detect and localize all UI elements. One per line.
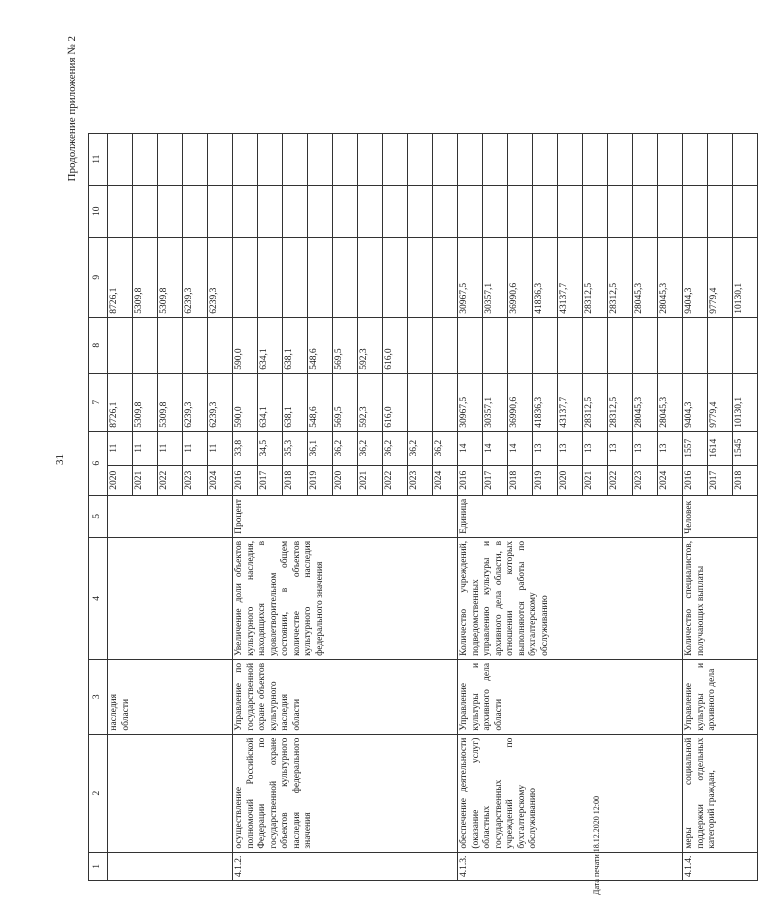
cell-c9 [433, 237, 458, 317]
cell-c7: 36990,6 [508, 373, 533, 431]
cell-c10 [383, 185, 408, 237]
cell-c6: 36,1 [308, 431, 333, 465]
cell-c6: 13 [608, 431, 633, 465]
cell-c8 [558, 317, 583, 373]
cell-c11 [483, 133, 508, 185]
cell-c11 [733, 133, 758, 185]
cell-c9: 8726,1 [108, 237, 133, 317]
cell-c8 [458, 317, 483, 373]
cell-c10 [108, 185, 133, 237]
cell-c6: 36,2 [433, 431, 458, 465]
cell-c11 [583, 133, 608, 185]
cell-c6: 13 [583, 431, 608, 465]
cell-c9: 28045,3 [658, 237, 683, 317]
column-header-6: 6 [89, 431, 108, 495]
cell-c10 [683, 185, 708, 237]
cell-year: 2017 [258, 465, 283, 495]
cell-year: 2022 [158, 465, 183, 495]
cell-c9 [358, 237, 383, 317]
cell-c9: 36990,6 [508, 237, 533, 317]
cell-c7: 638,1 [283, 373, 308, 431]
table-row [233, 133, 258, 880]
cell-unit: Человек [683, 495, 758, 537]
page-number: 31 [54, 454, 66, 465]
cell-c10 [183, 185, 208, 237]
cell-c6: 11 [183, 431, 208, 465]
cell-c9 [258, 237, 283, 317]
cell-c8 [608, 317, 633, 373]
cell-c6: 1545 [733, 431, 758, 465]
cell-c11 [633, 133, 658, 185]
cell-c7: 10130,1 [733, 373, 758, 431]
cell-c10 [458, 185, 483, 237]
cell-c8 [183, 317, 208, 373]
cell-c9: 10130,1 [733, 237, 758, 317]
cell-c6: 13 [533, 431, 558, 465]
continuation-label: Продолжение приложения № 2 [66, 36, 78, 182]
cell-c6: 11 [108, 431, 133, 465]
column-header-8: 8 [89, 317, 108, 373]
column-header-5: 5 [89, 495, 108, 537]
cell-name: осуществление полномочий Российской Федерации по государственной охране объектов культурного наследия федерального значения [233, 734, 458, 852]
table-row [683, 133, 708, 880]
cell-c8 [208, 317, 233, 373]
cell-year: 2017 [708, 465, 733, 495]
cell-c11 [383, 133, 408, 185]
cell-c7: 30967,5 [458, 373, 483, 431]
cell-year: 2018 [283, 465, 308, 495]
cell-c9: 30357,1 [483, 237, 508, 317]
cell-year: 2023 [408, 465, 433, 495]
cell-c7: 9404,3 [683, 373, 708, 431]
cell-c11 [683, 133, 708, 185]
cell-year: 2024 [208, 465, 233, 495]
cell-c9: 41836,3 [533, 237, 558, 317]
cell-c7: 5309,8 [133, 373, 158, 431]
cell-c10 [633, 185, 658, 237]
cell-c9: 30967,5 [458, 237, 483, 317]
cell-c6: 36,2 [358, 431, 383, 465]
cell-c9: 5309,8 [133, 237, 158, 317]
cell-c6: 35,3 [283, 431, 308, 465]
cell-c6: 1614 [708, 431, 733, 465]
cell-c11 [533, 133, 558, 185]
cell-executor: Управление по государственной охране объектов культурного наследия области [233, 659, 458, 734]
cell-num: 4.1.4. [683, 852, 758, 880]
cell-c11 [133, 133, 158, 185]
cell-c10 [283, 185, 308, 237]
cell-c6: 14 [508, 431, 533, 465]
cell-c6: 11 [133, 431, 158, 465]
cell-c11 [558, 133, 583, 185]
cell-year: 2019 [533, 465, 558, 495]
cell-c6: 36,2 [333, 431, 358, 465]
cell-c7: 569,5 [333, 373, 358, 431]
cell-c8: 634,1 [258, 317, 283, 373]
cell-year: 2022 [383, 465, 408, 495]
cell-c8 [508, 317, 533, 373]
cell-year: 2020 [108, 465, 133, 495]
cell-c8 [108, 317, 133, 373]
cell-c11 [333, 133, 358, 185]
cell-c11 [458, 133, 483, 185]
cell-c7: 43137,7 [558, 373, 583, 431]
cell-c11 [158, 133, 183, 185]
cell-c9 [408, 237, 433, 317]
cell-year: 2023 [633, 465, 658, 495]
cell-c7 [433, 373, 458, 431]
cell-c8 [133, 317, 158, 373]
print-date: Дата печати 18.12.2020 12:00 [592, 796, 601, 895]
cell-c7: 592,3 [358, 373, 383, 431]
cell-c11 [258, 133, 283, 185]
cell-c9 [233, 237, 258, 317]
cell-c8 [708, 317, 733, 373]
cell-c8 [733, 317, 758, 373]
cell-c10 [433, 185, 458, 237]
cell-c10 [658, 185, 683, 237]
column-header-4: 4 [89, 537, 108, 659]
cell-c8 [683, 317, 708, 373]
cell-c7: 634,1 [258, 373, 283, 431]
cell-unit: Единица [458, 495, 683, 537]
cell-year: 2016 [233, 465, 258, 495]
cell-c10 [333, 185, 358, 237]
cell-indicator: Увеличение доли объектов культурного наследия, находящихся в удовлетворительном состоянии, в общем количестве объектов культурного наследия федерального значения [233, 537, 458, 659]
appendix-table [88, 133, 758, 881]
cell-c8 [158, 317, 183, 373]
cell-c7: 8726,1 [108, 373, 133, 431]
cell-c11 [708, 133, 733, 185]
cell-num: 4.1.2. [233, 852, 458, 880]
cell-c11 [658, 133, 683, 185]
cell-c8 [658, 317, 683, 373]
cell-c9: 9404,3 [683, 237, 708, 317]
cell-indicator: Количество учреждений, подведомственных управлению культуры и архивного дела области, в отношении которых выполняются работы по бухгалтерскому обслуживанию [458, 537, 683, 659]
cell-c10 [233, 185, 258, 237]
cell-c7: 9779,4 [708, 373, 733, 431]
cell-c8: 548,6 [308, 317, 333, 373]
cell-c6: 1557 [683, 431, 708, 465]
column-header-2: 2 [89, 734, 108, 852]
cell-c7: 28045,3 [658, 373, 683, 431]
table-row [458, 133, 483, 880]
cell-c6: 34,5 [258, 431, 283, 465]
cell-year: 2024 [658, 465, 683, 495]
cell-c11 [108, 133, 133, 185]
cell-c10 [133, 185, 158, 237]
cell-c7: 30357,1 [483, 373, 508, 431]
cell-c9 [333, 237, 358, 317]
cell-c11 [308, 133, 333, 185]
cell-c11 [408, 133, 433, 185]
cell-c9: 5309,8 [158, 237, 183, 317]
cell-c10 [258, 185, 283, 237]
cell-c6: 13 [558, 431, 583, 465]
cell-c9 [308, 237, 333, 317]
cell-year: 2017 [483, 465, 508, 495]
cell-c11 [358, 133, 383, 185]
cell-c11 [508, 133, 533, 185]
cell-c11 [283, 133, 308, 185]
cell-unit: Процент [233, 495, 458, 537]
cell-year: 2020 [558, 465, 583, 495]
cell-c6: 11 [208, 431, 233, 465]
cell-c8: 638,1 [283, 317, 308, 373]
cell-num: 4.1.3. [458, 852, 683, 880]
cell-year: 2019 [308, 465, 333, 495]
cell-year: 2018 [733, 465, 758, 495]
cell-c11 [233, 133, 258, 185]
cell-c6: 14 [458, 431, 483, 465]
cell-unit [108, 495, 233, 537]
cell-c8 [433, 317, 458, 373]
cell-c8 [408, 317, 433, 373]
cell-c10 [308, 185, 333, 237]
header-row [89, 133, 108, 880]
cell-c6: 13 [633, 431, 658, 465]
cell-c8: 592,3 [358, 317, 383, 373]
cell-c6: 14 [483, 431, 508, 465]
cell-c7: 6239,3 [183, 373, 208, 431]
cell-year: 2016 [458, 465, 483, 495]
cell-year: 2016 [683, 465, 708, 495]
cell-c10 [583, 185, 608, 237]
column-header-1: 1 [89, 852, 108, 880]
cell-c9: 6239,3 [208, 237, 233, 317]
cell-c6: 33,8 [233, 431, 258, 465]
cell-c7: 616,0 [383, 373, 408, 431]
cell-name [108, 734, 233, 852]
cell-indicator: Количество специалистов, получающих выплаты [683, 537, 758, 659]
cell-indicator [108, 537, 233, 659]
cell-c7: 28312,5 [608, 373, 633, 431]
cell-c10 [158, 185, 183, 237]
cell-year: 2022 [608, 465, 633, 495]
cell-c8: 616,0 [383, 317, 408, 373]
cell-c10 [733, 185, 758, 237]
cell-c7: 41836,3 [533, 373, 558, 431]
cell-year: 2024 [433, 465, 458, 495]
cell-c11 [433, 133, 458, 185]
column-header-7: 7 [89, 373, 108, 431]
cell-c8 [483, 317, 508, 373]
column-header-9: 9 [89, 237, 108, 317]
cell-c10 [508, 185, 533, 237]
cell-name: меры социальной поддержки отдельных категорий граждан, [683, 734, 758, 852]
cell-year: 2021 [358, 465, 383, 495]
cell-c7: 548,6 [308, 373, 333, 431]
column-header-11: 11 [89, 133, 108, 185]
cell-c8 [533, 317, 558, 373]
cell-name: обеспечение деятельности (оказание услуг) областных государственных учреждений по бухгалтерскому обслуживанию [458, 734, 683, 852]
cell-c11 [208, 133, 233, 185]
cell-year: 2018 [508, 465, 533, 495]
cell-c7: 590,0 [233, 373, 258, 431]
cell-c9: 43137,7 [558, 237, 583, 317]
cell-c10 [608, 185, 633, 237]
column-header-10: 10 [89, 185, 108, 237]
cell-c11 [183, 133, 208, 185]
cell-year: 2021 [133, 465, 158, 495]
cell-c9: 28312,5 [583, 237, 608, 317]
cell-c7: 5309,8 [158, 373, 183, 431]
cell-executor: Управление культуры и архивного дела [683, 659, 758, 734]
cell-c10 [708, 185, 733, 237]
cell-c9 [283, 237, 308, 317]
cell-c6: 36,2 [408, 431, 433, 465]
cell-c7: 28312,5 [583, 373, 608, 431]
cell-c6: 36,2 [383, 431, 408, 465]
cell-year: 2020 [333, 465, 358, 495]
cell-year: 2023 [183, 465, 208, 495]
column-header-3: 3 [89, 659, 108, 734]
cell-num [108, 852, 233, 880]
cell-c8: 590,0 [233, 317, 258, 373]
cell-c7: 28045,3 [633, 373, 658, 431]
cell-c6: 13 [658, 431, 683, 465]
cell-c10 [208, 185, 233, 237]
cell-executor: наследия области [108, 659, 233, 734]
cell-c10 [408, 185, 433, 237]
cell-c10 [558, 185, 583, 237]
cell-c9: 28045,3 [633, 237, 658, 317]
cell-executor: Управление культуры и архивного дела области [458, 659, 683, 734]
cell-c7: 6239,3 [208, 373, 233, 431]
cell-year: 2021 [583, 465, 608, 495]
cell-c8 [583, 317, 608, 373]
cell-c10 [483, 185, 508, 237]
cell-c11 [608, 133, 633, 185]
table-row [108, 133, 133, 880]
cell-c10 [358, 185, 383, 237]
cell-c10 [533, 185, 558, 237]
cell-c9: 28312,5 [608, 237, 633, 317]
cell-c8 [633, 317, 658, 373]
cell-c9 [383, 237, 408, 317]
cell-c9: 9779,4 [708, 237, 733, 317]
cell-c6: 11 [158, 431, 183, 465]
cell-c7 [408, 373, 433, 431]
cell-c9: 6239,3 [183, 237, 208, 317]
cell-c8: 569,5 [333, 317, 358, 373]
